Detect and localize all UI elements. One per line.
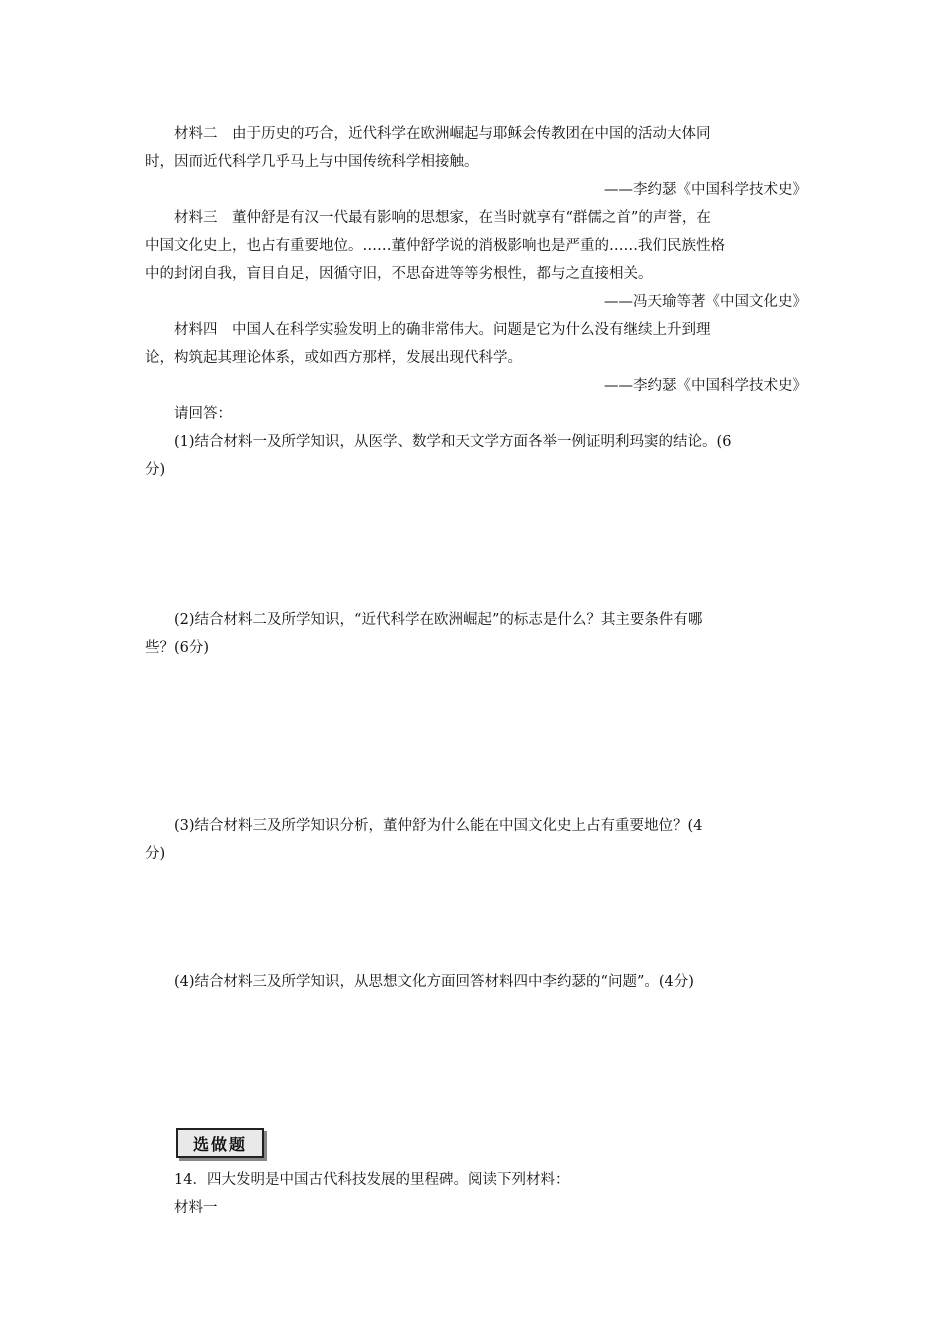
- section-badge-optional-questions: 选做题: [176, 1128, 264, 1158]
- material-4-line-1: 材料四 中国人在科学实验发明上的确非常伟大。问题是它为什么没有继续上升到理: [174, 322, 711, 338]
- material-3-line-2: 中国文化史上，也占有重要地位。……董仲舒学说的消极影响也是严重的……我们民族性格: [145, 238, 725, 254]
- question-1-line-2: 分): [145, 462, 166, 478]
- question-3-line-1: (3)结合材料三及所学知识分析，董仲舒为什么能在中国文化史上占有重要地位？(4: [174, 818, 703, 834]
- question-14-line-2: 材料一: [174, 1200, 218, 1216]
- material-4-source: ——李约瑟《中国科学技术史》: [604, 378, 807, 394]
- material-4-line-2: 论，构筑起其理论体系，或如西方那样，发展出现代科学。: [145, 350, 522, 366]
- question-4-line-1: (4)结合材料三及所学知识，从思想文化方面回答材料四中李约瑟的“问题”。(4分): [174, 974, 694, 990]
- question-2-line-2: 些？(6分): [145, 640, 210, 656]
- question-1-line-1: (1)结合材料一及所学知识，从医学、数学和天文学方面各举一例证明利玛窦的结论。(6: [174, 434, 732, 450]
- question-3-line-2: 分): [145, 846, 166, 862]
- question-2-line-1: (2)结合材料二及所学知识，“近代科学在欧洲崛起”的标志是什么？其主要条件有哪: [174, 612, 703, 628]
- question-14-line-1: 14．四大发明是中国古代科技发展的里程碑。阅读下列材料：: [174, 1172, 570, 1188]
- answer-prompt: 请回答：: [174, 406, 232, 422]
- material-2-line-1: 材料二 由于历史的巧合，近代科学在欧洲崛起与耶稣会传教团在中国的活动大体同: [174, 126, 711, 142]
- material-3-source: ——冯天瑜等著《中国文化史》: [604, 294, 807, 310]
- material-3-line-1: 材料三 董仲舒是有汉一代最有影响的思想家，在当时就享有“群儒之首”的声誉，在: [174, 210, 711, 226]
- material-2-source: ——李约瑟《中国科学技术史》: [604, 182, 807, 198]
- material-2-line-2: 时，因而近代科学几乎马上与中国传统科学相接触。: [145, 154, 479, 170]
- material-3-line-3: 中的封闭自我，盲目自足，因循守旧，不思奋进等等劣根性，都与之直接相关。: [145, 266, 653, 282]
